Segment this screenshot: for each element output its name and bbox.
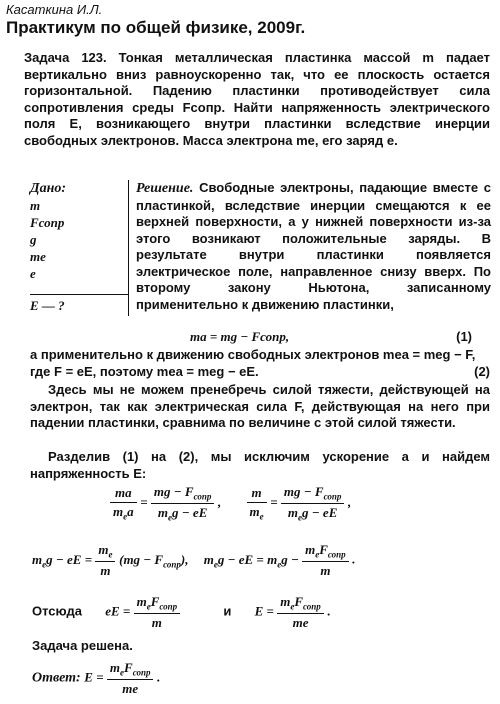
solved-line: Задача решена. <box>32 638 133 653</box>
given-item: e <box>30 266 36 281</box>
rearranged-equations: $m_eg$ − eE = $\frac{m_e}{m}$ $(mg - F_{сопр})$, $m_eg$ − eE = $m_eg$ − $m_eF_{сопр}$ m . <box>32 542 356 578</box>
result-equations: Отсюда eE = $m_eF_{сопр}$ m и E = $m_eF_{сопр}$ me . <box>32 594 331 630</box>
given-item: me <box>30 249 46 264</box>
given-item: Fсопр <box>30 215 65 230</box>
equation-1-expr: ma = mg − Fсопр, <box>190 329 290 344</box>
solution-text <box>136 180 491 313</box>
given-item: m <box>30 198 41 213</box>
fraction: $\frac{m}{m_e}$ <box>247 485 267 522</box>
electron-equation-text: а применительно к движению свободных электронов meа = meg − F, где F = eE, поэтому meа = meg − eE. <box>30 347 476 379</box>
solution-body: Свободные электроны, падающие вместе с пластинкой, вследствие инерции смещаются к ее верхней поверхности, а у нижней поверхности из-за этого возникают положительные заряды. В результате внутри пластинки появляется электрическое поле, направленное снизу вверх. По второму закону Ньютона, записанному применительно к движению пластинки, <box>136 180 491 312</box>
fraction: $m_eF_{сопр}$ me <box>107 660 154 697</box>
problem-statement <box>24 50 490 149</box>
fraction: ma $m_ea$ <box>110 485 137 522</box>
fraction: $m_eF_{сопр}$ m <box>302 542 349 579</box>
answer-label: Ответ: <box>32 670 81 686</box>
given-block <box>30 180 129 316</box>
ratio-equations: ma $m_ea$ = mg − $F_{сопр}$ $m_eg$ − eE , $\frac{m}{m_e}$ = mg − $F_{сопр}$ $m_eg$ − eE , <box>110 484 351 522</box>
fraction: $m_eF_{сопр}$ me <box>277 594 324 631</box>
answer-line: Ответ: E = $m_eF_{сопр}$ me . <box>32 660 161 696</box>
fraction: mg − $F_{сопр}$ $m_eg$ − eE <box>151 484 214 522</box>
given-item: g <box>30 232 37 247</box>
division-paragraph: Разделив (1) на (2), мы исключим ускорение a и найдем напряженность E: <box>30 449 490 481</box>
author: Касаткина И.Л. <box>6 2 103 17</box>
electron-equation-line <box>30 347 490 380</box>
problem-text: Тонкая металлическая пластинка массой m падает вертикально вниз равноускоренно так, что ее плоскость остается горизонтальной. Падению пластинки противодействует сила сопротивления среды Fсопр. Найти напряженность электрического поля E, возникающего внутри пластинки вследствие инерции свободных электронов. Масса электрона mе, его заряд e. <box>24 50 490 148</box>
solution-label: Решение. <box>136 181 194 196</box>
equation-1-number: (1) <box>456 329 472 344</box>
gravity-paragraph: Здесь мы не можем пренебречь силой тяжести, действующей на электрон, так как электрическая сила F, действующая на него при падении пластинки, сравнима по величине с этой силой тяжести. <box>30 382 490 430</box>
equation-1 <box>190 329 490 345</box>
problem-heading: Задача 123. <box>24 50 107 65</box>
and-word: и <box>223 603 232 619</box>
fraction: $m_eF_{сопр}$ m <box>134 594 181 631</box>
fraction: $\frac{m_e}{m}$ <box>95 542 115 579</box>
equation-2-number: (2) <box>474 363 490 379</box>
otsyuda-word: Отсюда <box>32 603 82 619</box>
find-item: E — ? <box>30 294 128 314</box>
given-heading: Дано: <box>30 181 66 196</box>
book-title: Практикум по общей физике, 2009г. <box>6 18 306 37</box>
fraction: mg − $F_{сопр}$ $m_eg$ − eE <box>281 484 344 522</box>
